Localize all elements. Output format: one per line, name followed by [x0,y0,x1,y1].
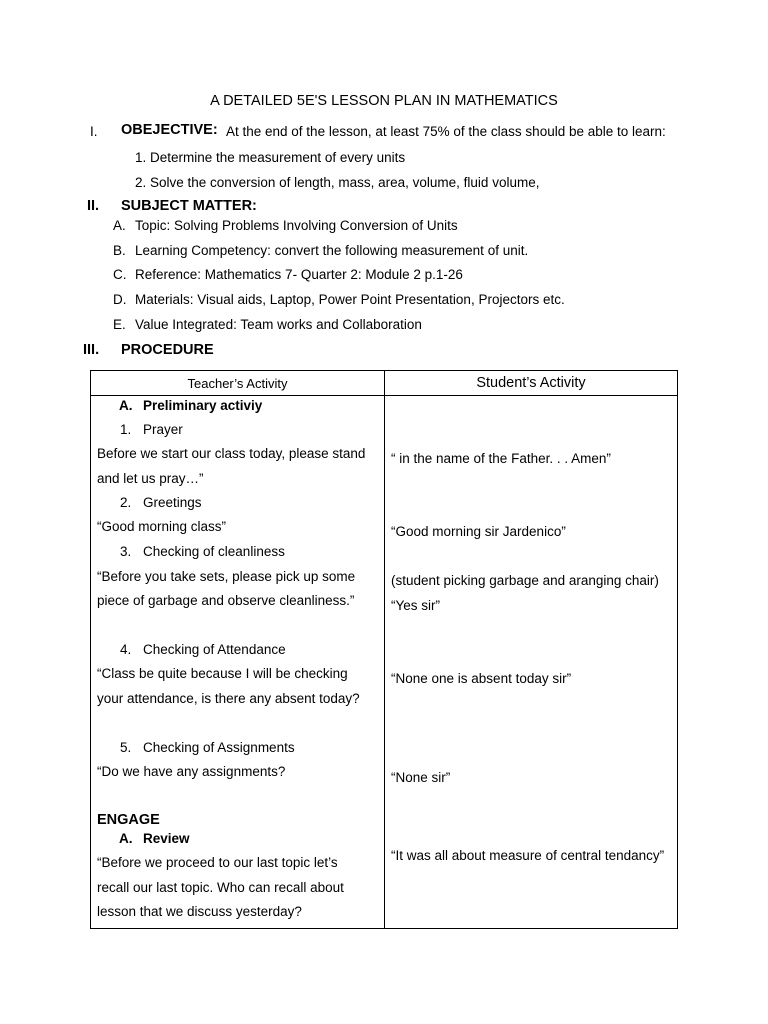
greetings-line: “Good morning class” [97,519,227,534]
prelim-letter: A. [119,398,133,413]
subject-item-letter: B. [113,243,126,258]
subject-item-text: Materials: Visual aids, Laptop, Power Point Presentation, Projectors etc. [135,292,565,307]
cleanliness-number: 3. [120,544,132,559]
prayer-number: 1. [120,422,132,437]
student-response-review: “It was all about measure of central tendancy” [391,848,665,863]
attendance-line: your attendance, is there any absent today? [97,691,360,706]
attendance-title: Checking of Attendance [143,642,286,657]
assignments-line: “Do we have any assignments? [97,764,286,779]
attendance-number: 4. [120,642,132,657]
table-header-row [91,371,678,396]
procedure-table [90,370,678,929]
subject-item-letter: C. [113,267,127,282]
assignments-title: Checking of Assignments [143,740,295,755]
student-activity-cell [385,396,678,929]
section-3-number: III. [83,342,100,358]
subject-item-text: Value Integrated: Team works and Collaboration [135,317,422,332]
review-title: Review [143,831,190,846]
student-response-attendance: “None one is absent today sir” [391,671,572,686]
subject-item-letter: E. [113,317,126,332]
document-title: A DETAILED 5E'S LESSON PLAN IN MATHEMATICS [210,93,558,109]
prayer-line: and let us pray…” [97,471,204,486]
objective-item: 2. Solve the conversion of length, mass, area, volume, fluid volume, [135,175,540,190]
review-line: “Before we proceed to our last topic let’s [97,855,338,870]
section-2-heading: SUBJECT MATTER: [121,198,257,214]
assignments-number: 5. [120,740,132,755]
review-letter: A. [119,831,133,846]
objective-item: 1. Determine the measurement of every units [135,150,406,165]
prayer-line: Before we start our class today, please stand [97,446,366,461]
section-2-number: II. [87,198,100,214]
subject-item-text: Reference: Mathematics 7- Quarter 2: Module 2 p.1-26 [135,267,463,282]
section-1-heading: OBEJECTIVE: [121,122,218,138]
student-response-assignments: “None sir” [391,770,451,785]
prayer-title: Prayer [143,422,183,437]
greetings-title: Greetings [143,495,202,510]
student-activity-header: Student’s Activity [385,371,678,396]
cleanliness-line: “Before you take sets, please pick up some [97,569,356,584]
cleanliness-title: Checking of cleanliness [143,544,285,559]
table-row [91,396,678,929]
subject-item-letter: D. [113,292,127,307]
teacher-activity-cell [91,396,385,929]
prelim-title: Preliminary activiy [143,398,263,413]
section-1-intro: At the end of the lesson, at least 75% of the class should be able to learn: [226,124,666,139]
student-response-prayer: “ in the name of the Father. . . Amen” [391,451,611,466]
student-response-greetings: “Good morning sir Jardenico” [391,524,566,539]
review-line: recall our last topic. Who can recall about [97,880,344,895]
greetings-number: 2. [120,495,132,510]
review-line: lesson that we discuss yesterday? [97,904,302,919]
subject-item-text: Topic: Solving Problems Involving Conversion of Units [135,218,458,233]
subject-item-text: Learning Competency: convert the following measurement of unit. [135,243,529,258]
student-response-cleanliness: (student picking garbage and aranging chair) [391,573,659,588]
teacher-activity-header: Teacher’s Activity [91,371,385,396]
section-1-number: I. [90,124,98,139]
subject-item-letter: A. [113,218,126,233]
student-response-cleanliness: “Yes sir” [391,598,441,613]
engage-heading: ENGAGE [97,812,160,828]
section-3-heading: PROCEDURE [121,342,214,358]
attendance-line: “Class be quite because I will be checking [97,666,348,681]
cleanliness-line: piece of garbage and observe cleanliness.” [97,593,355,608]
